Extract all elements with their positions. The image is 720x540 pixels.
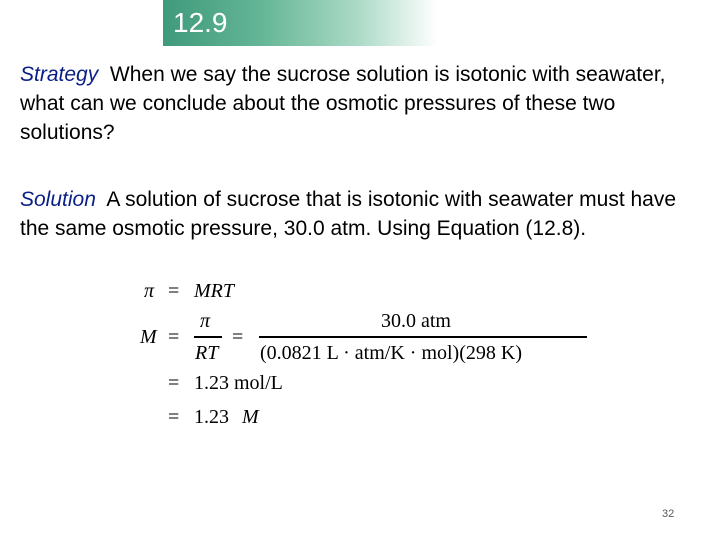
pi-numerator: π [200, 310, 211, 332]
mrt-expression: MRT [194, 280, 234, 302]
result-molarity-value: 1.23 [194, 406, 229, 428]
molarity-symbol: M [140, 326, 157, 348]
result-molarity-unit: M [242, 406, 259, 428]
solution-text: A solution of sucrose that is isotonic with seawater must have the same osmotic pressure, 30.0 atm. Using Equation (12.8). [20, 188, 677, 240]
pi-symbol: π [144, 280, 155, 302]
equals-sign: = [168, 406, 180, 428]
equals-sign: = [232, 326, 244, 348]
page-number: 32 [662, 508, 675, 520]
rt-denominator: RT [195, 342, 219, 364]
equals-sign: = [168, 280, 180, 302]
equals-sign: = [168, 372, 180, 394]
fraction-bar [194, 336, 222, 338]
equals-sign: = [168, 326, 180, 348]
numerator-value: 30.0 atm [381, 310, 451, 332]
result-mol-per-liter: 1.23 mol/L [194, 372, 283, 394]
strategy-label: Strategy [20, 63, 99, 86]
fraction-bar [259, 336, 587, 338]
solution-label: Solution [20, 188, 96, 211]
slide-number-title: 12.9 [173, 7, 228, 38]
strategy-text: When we say the sucrose solution is isotonic with seawater, what can we conclude about the osmotic pressures of these two solutions? [20, 63, 666, 144]
denominator-value: (0.0821 L · atm/K · mol)(298 K) [260, 342, 522, 364]
